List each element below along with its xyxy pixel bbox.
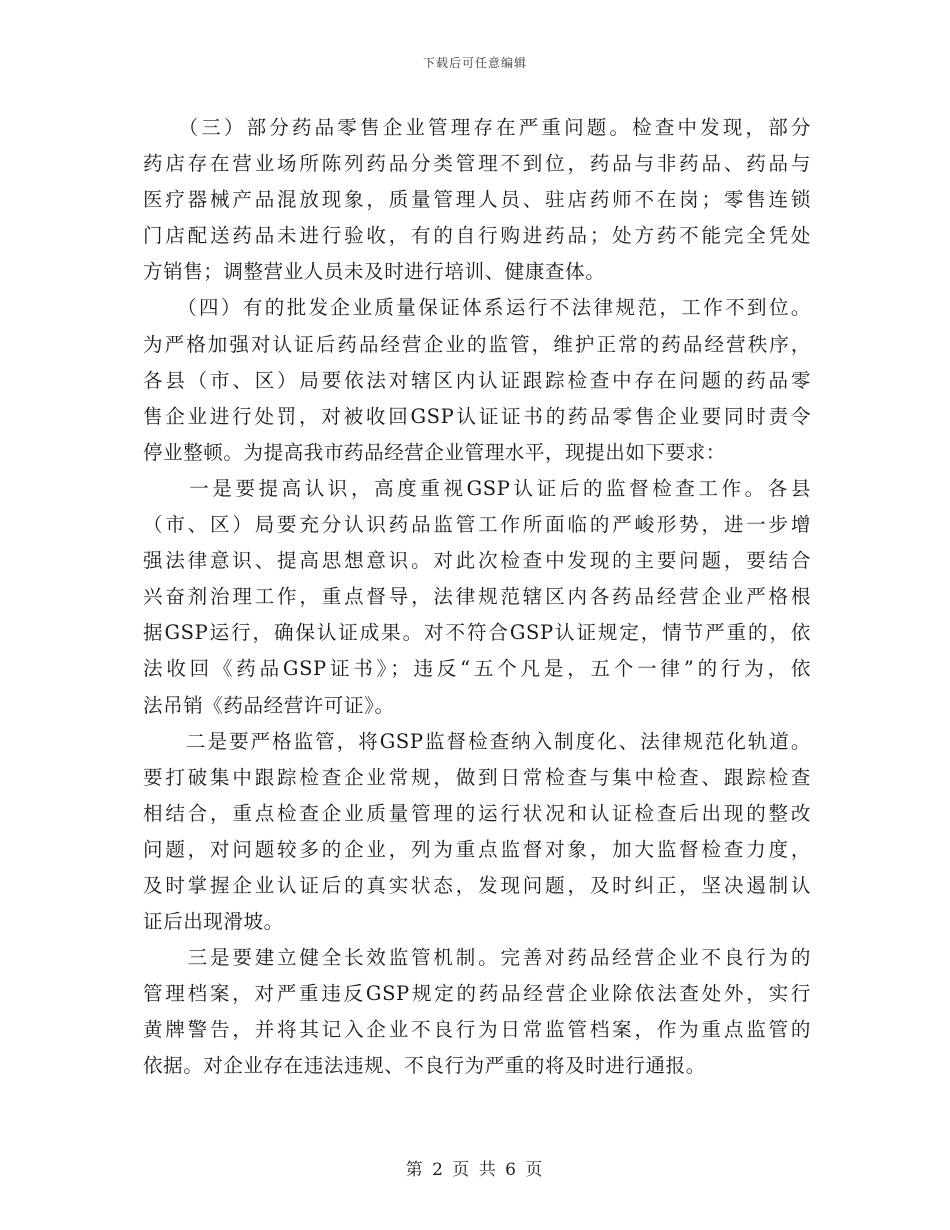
text-line: 药店存在营业场所陈列药品分类管理不到位，药品与非药品、药品与 (143, 152, 811, 176)
text-line: 医疗器械产品混放现象，质量管理人员、驻店药师不在岗；零售连锁 (143, 188, 811, 212)
text-line: 法收回《药品GSP证书》；违反“五个凡是，五个一律”的行为，依 (143, 657, 811, 681)
text-line: （市、区）局要充分认识药品监管工作所面临的严峻形势，进一步增 (143, 513, 811, 537)
text-line: 售企业进行处罚，对被收回GSP认证证书的药品零售企业要同时责令 (143, 404, 811, 428)
text-line: 强法律意识、提高思想意识。对此次检查中发现的主要问题，要结合 (143, 549, 811, 573)
text-line: （三）部分药品零售企业管理存在严重问题。检查中发现，部分 (143, 116, 811, 139)
text-line: 黄牌警告，并将其记入企业不良行为日常监管档案，作为重点监管的 (143, 1018, 811, 1042)
text-line: （四）有的批发企业质量保证体系运行不法律规范，工作不到位。 (143, 296, 811, 320)
page-footer: 第 2 页 共 6 页 (405, 1160, 545, 1180)
text-line: 据GSP运行，确保认证成果。对不符合GSP认证规定，情节严重的，依 (143, 621, 811, 645)
text-line: 停业整顿。为提高我市药品经营企业管理水平，现提出如下要求： (143, 440, 726, 464)
text-line: 门店配送药品未进行验收，有的自行购进药品；处方药不能完全凭处 (143, 224, 811, 248)
text-line: 问题，对问题较多的企业，列为重点监督对象，加大监督检查力度， (143, 837, 811, 861)
text-line: 三是要建立健全长效监管机制。完善对药品经营企业不良行为的 (143, 946, 811, 970)
text-line: 一是要提高认识，高度重视GSP认证后的监督检查工作。各县 (143, 476, 811, 500)
text-line: 兴奋剂治理工作，重点督导，法律规范辖区内各药品经营企业严格根 (143, 585, 811, 609)
text-line: 二是要严格监管，将GSP监督检查纳入制度化、法律规范化轨道。 (143, 729, 811, 753)
text-line: 依据。对企业存在违法违规、不良行为严重的将及时进行通报。 (143, 1054, 706, 1078)
text-line: 法吊销《药品经营许可证》。 (143, 693, 395, 717)
text-line: 管理档案，对严重违反GSP规定的药品经营企业除依法查处外，实行 (143, 982, 811, 1006)
document-body (143, 110, 811, 1085)
page-header: 下载后可任意编辑 (422, 56, 527, 70)
text-line: 证后出现滑坡。 (143, 910, 284, 934)
text-line: 各县（市、区）局要依法对辖区内认证跟踪检查中存在问题的药品零 (143, 368, 811, 392)
text-line: 及时掌握企业认证后的真实状态，发现问题，及时纠正，坚决遏制认 (143, 873, 811, 897)
text-line: 为严格加强对认证后药品经营企业的监管，维护正常的药品经营秩序， (143, 332, 811, 356)
text-line: 要打破集中跟踪检查企业常规，做到日常检查与集中检查、跟踪检查 (143, 765, 811, 789)
text-line: 方销售；调整营业人员未及时进行培训、健康查体。 (143, 260, 606, 284)
text-line: 相结合，重点检查企业质量管理的运行状况和认证检查后出现的整改 (143, 801, 811, 825)
